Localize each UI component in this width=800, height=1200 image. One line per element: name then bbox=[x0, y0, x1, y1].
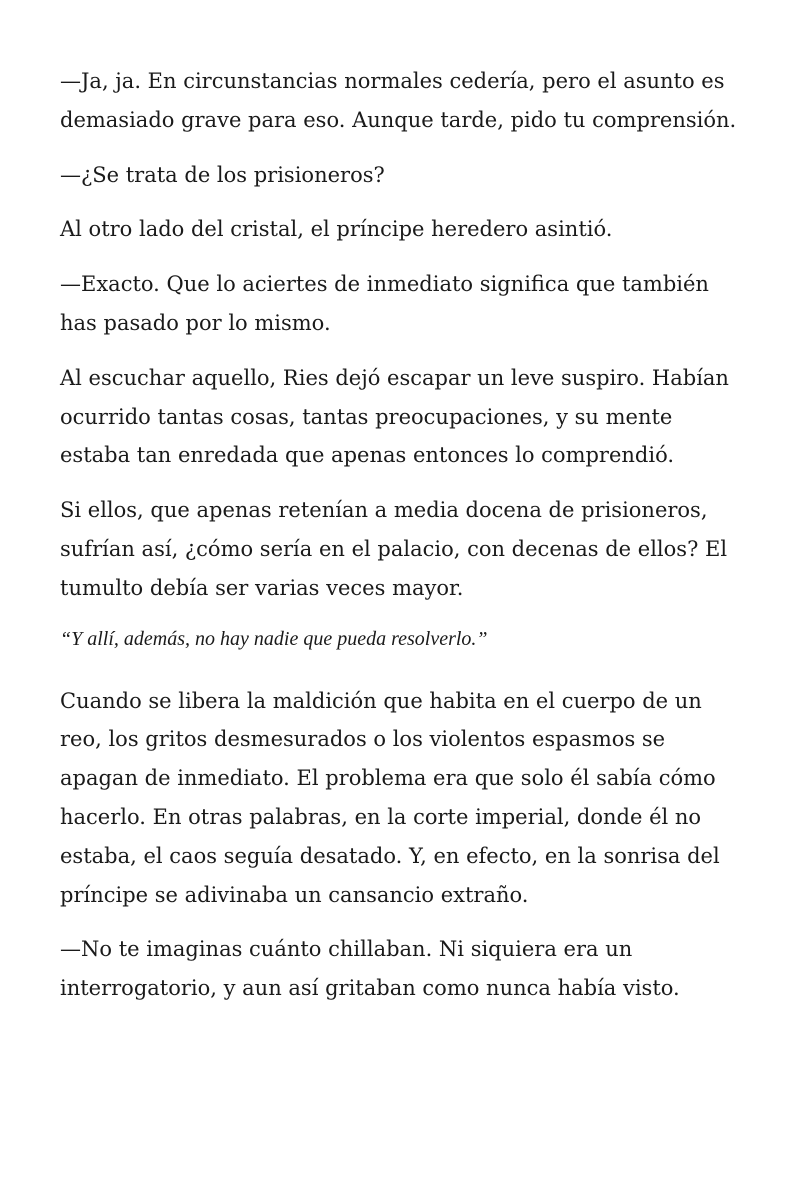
paragraph-1: —Ja, ja. En circunstancias normales cedería, pero el asunto es demasiado grave para eso. Aunque tarde, pido tu comprensión. bbox=[60, 69, 737, 132]
paragraph-8: Cuando se libera la maldición que habita en el cuerpo de un reo, los gritos desmesurados o los violentos espasmos se apagan de inmediato. El problema era que solo él sabía cómo hacerlo. En otras palabras, en la corte imperial, donde él no estaba, el caos seguía desatado. Y, en efecto, en la sonrisa del príncipe se adivinaba un cansancio extraño. bbox=[60, 688, 720, 907]
paragraph-6: Si ellos, que apenas retenían a media docena de prisioneros, sufrían así, ¿cómo sería en el palacio, con decenas de ellos? El tumulto debía ser varias veces mayor. bbox=[60, 498, 728, 600]
paragraph-3: Al otro lado del cristal, el príncipe heredero asintió. bbox=[60, 217, 613, 242]
italic-thought-paragraph: “Y allí, además, no hay nadie que pueda resolverlo.” bbox=[60, 627, 488, 650]
paragraph-5: Al escuchar aquello, Ries dejó escapar un leve suspiro. Habían ocurrido tantas cosas, tantas preocupaciones, y su mente estaba tan enredada que apenas entonces lo comprendió. bbox=[60, 365, 729, 468]
paragraph-9: —No te imaginas cuánto chillaban. Ni siquiera era un interrogatorio, y aun así gritaban como nunca había visto. bbox=[60, 937, 680, 1001]
paragraph-2: —¿Se trata de los prisioneros? bbox=[60, 162, 385, 187]
paragraph-4: —Exacto. Que lo aciertes de inmediato significa que también has pasado por lo mismo. bbox=[60, 272, 709, 335]
